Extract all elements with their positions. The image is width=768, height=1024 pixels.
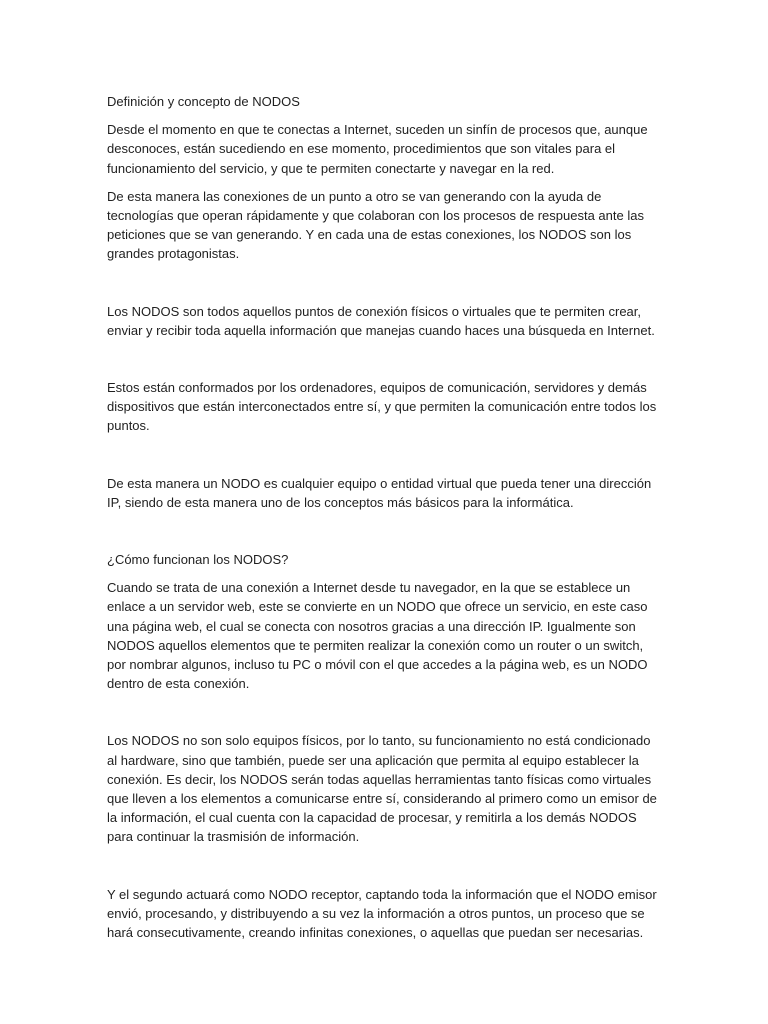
paragraph: Desde el momento en que te conectas a Internet, suceden un sinfín de procesos que, aunque desconoces, están sucediendo en ese momento, procedimientos que son vitales para el funcionamiento del servicio, y que te permiten conectarte y navegar en la red. <box>107 122 648 176</box>
paragraph: Estos están conformados por los ordenadores, equipos de comunicación, servidores y demás dispositivos que están interconectados entre sí, y que permiten la comunicación entre todos los puntos. <box>107 380 657 434</box>
paragraph: De esta manera las conexiones de un punto a otro se van generando con la ayuda de tecnologías que operan rápidamente y que colaboran con los procesos de respuesta ante las peticiones que se van generando. Y en cada una de estas conexiones, los NODOS son los grandes protagonistas. <box>107 188 644 262</box>
document-body <box>107 92 663 951</box>
section-heading-how-it-works: ¿Cómo funcionan los NODOS? <box>107 552 289 568</box>
paragraph: Los NODOS no son solo equipos físicos, por lo tanto, su funcionamiento no está condicionado al hardware, sino que también, puede ser una aplicación que permita al equipo establecer la conexión. Es decir, los NODOS serán todas aquellas herramientas tanto físicas como virtuales que lleven a los elementos a comunicarse entre sí, considerando al primero como un emisor de la información, el cual cuenta con la capacidad de procesar, y remitirla a los demás NODOS para continuar la trasmisión de información. <box>107 733 657 845</box>
paragraph: De esta manera un NODO es cualquier equipo o entidad virtual que pueda tener una dirección IP, siendo de esta manera uno de los conceptos más básicos para la informática. <box>107 475 652 510</box>
paragraph: Cuando se trata de una conexión a Internet desde tu navegador, en la que se establece un enlace a un servidor web, este se convierte en un NODO que ofrece un servicio, en este caso una página web, el cual se conecta con nosotros gracias a una dirección IP. Igualmente son NODOS aquellos elementos que te permiten realizar la conexión como un router o un switch, por nombrar algunos, incluso tu PC o móvil con el que accedes a la página web, es un NODO dentro de esta conexión. <box>107 580 648 692</box>
paragraph: Y el segundo actuará como NODO receptor, captando toda la información que el NODO emisor envió, procesando, y distribuyendo a su vez la información a otros puntos, un proceso que se hará consecutivamente, creando infinitas conexiones, o aquellas que puedan ser necesarias. <box>107 886 657 941</box>
paragraph: Los NODOS son todos aquellos puntos de conexión físicos o virtuales que te permiten crear, enviar y recibir toda aquella información que manejas cuando haces una búsqueda en Internet. <box>107 303 655 338</box>
section-heading-definition: Definición y concepto de NODOS <box>107 94 300 109</box>
